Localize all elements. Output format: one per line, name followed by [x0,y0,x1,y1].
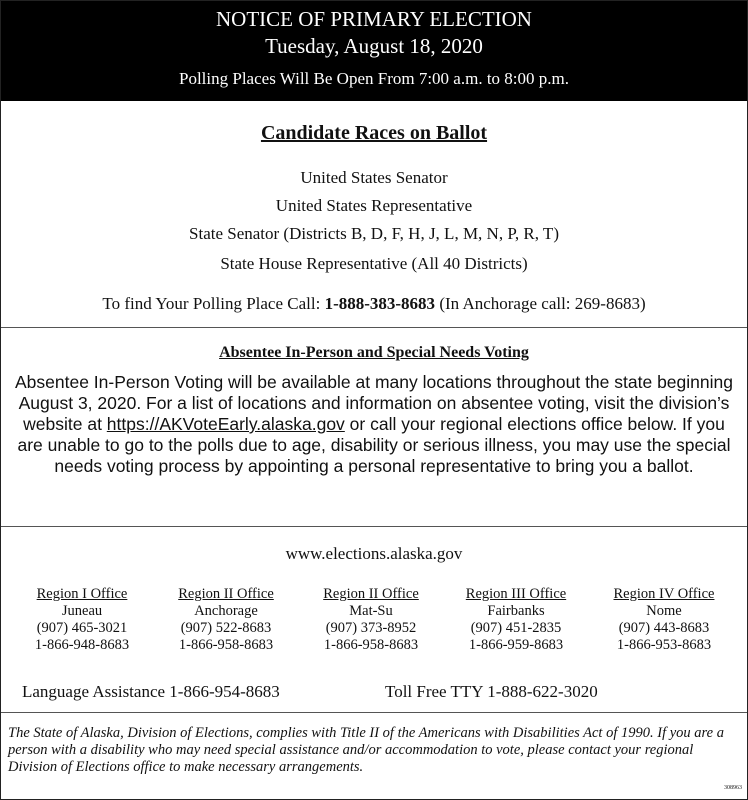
region-city: Mat-Su [349,603,393,619]
section-divider [1,526,747,527]
race-item: United States Representative [275,196,473,215]
ada-notice: The State of Alaska, Division of Elections, complies with Title II of the Americans with Disabilities Act of 1990. If you are a person with a disability who may need special assistance and/or accommodation to vote, please contact your regional Division of Elections office to make necessary arrangements. [8,725,724,775]
region-office [309,586,433,654]
race-item: State Senator (Districts B, D, F, H, J, L, M, N, P, R, T) [189,224,559,243]
ad-number: 308963 [724,785,742,791]
races-heading: Candidate Races on Ballot [260,122,488,144]
region-city: Nome [646,603,682,619]
region-tollfree-phone: 1-866-953-8683 [616,637,712,653]
region-local-phone: (907) 465-3021 [36,620,128,636]
region-local-phone: (907) 373-8952 [325,620,417,636]
absentee-body [14,372,734,477]
section-divider [1,327,747,328]
tty-number: Toll Free TTY 1-888-622-3020 [385,682,598,701]
polling-phone: 1-888-383-8683 [324,294,436,313]
region-tollfree-phone: 1-866-959-8683 [468,637,564,653]
race-item: United States Senator [300,168,448,187]
absentee-text-a: Absentee In-Person Voting will be available at many locations throughout the state beginning August 3, 2020. For a list of locations and information on absentee voting, visit the division’s website at [15,372,733,434]
region-city: Anchorage [194,603,258,619]
region-name: Region III Office [465,586,567,602]
language-assistance: Language Assistance 1-866-954-8683 [22,682,280,701]
region-local-phone: (907) 522-8683 [180,620,272,636]
region-name: Region II Office [323,586,419,602]
region-local-phone: (907) 443-8683 [618,620,710,636]
region-office [20,586,144,654]
header-banner [1,1,747,101]
region-city: Fairbanks [487,603,545,619]
elections-website[interactable]: www.elections.alaska.gov [285,544,463,563]
region-name: Region I Office [36,586,128,602]
region-tollfree-phone: 1-866-948-8683 [34,637,130,653]
region-office [164,586,288,654]
race-item: State House Representative (All 40 Districts) [220,254,528,273]
early-vote-link[interactable]: https://AKVoteEarly.alaska.gov [106,414,345,434]
region-office [602,586,726,654]
region-tollfree-phone: 1-866-958-8683 [178,637,274,653]
absentee-text-b: or call your regional elections office below. If you are unable to go to the polls due to age, disability or serious illness, you may use the special needs voting process by appointing a personal representative to bring you a ballot. [17,414,731,476]
absentee-heading: Absentee In-Person and Special Needs Voting [219,344,529,361]
polling-prefix: To find Your Polling Place Call: [102,294,325,313]
election-date: Tuesday, August 18, 2020 [265,34,483,58]
polling-suffix: (In Anchorage call: 269-8683) [435,294,646,313]
polling-place-line [0,294,748,314]
polling-hours: Polling Places Will Be Open From 7:00 a.m. to 8:00 p.m. [179,69,569,88]
region-local-phone: (907) 451-2835 [470,620,562,636]
section-divider [1,712,747,713]
region-tollfree-phone: 1-866-958-8683 [323,637,419,653]
region-name: Region IV Office [613,586,715,602]
region-name: Region II Office [178,586,274,602]
notice-title: NOTICE OF PRIMARY ELECTION [216,7,532,31]
region-office [454,586,578,654]
region-city: Juneau [61,603,103,619]
